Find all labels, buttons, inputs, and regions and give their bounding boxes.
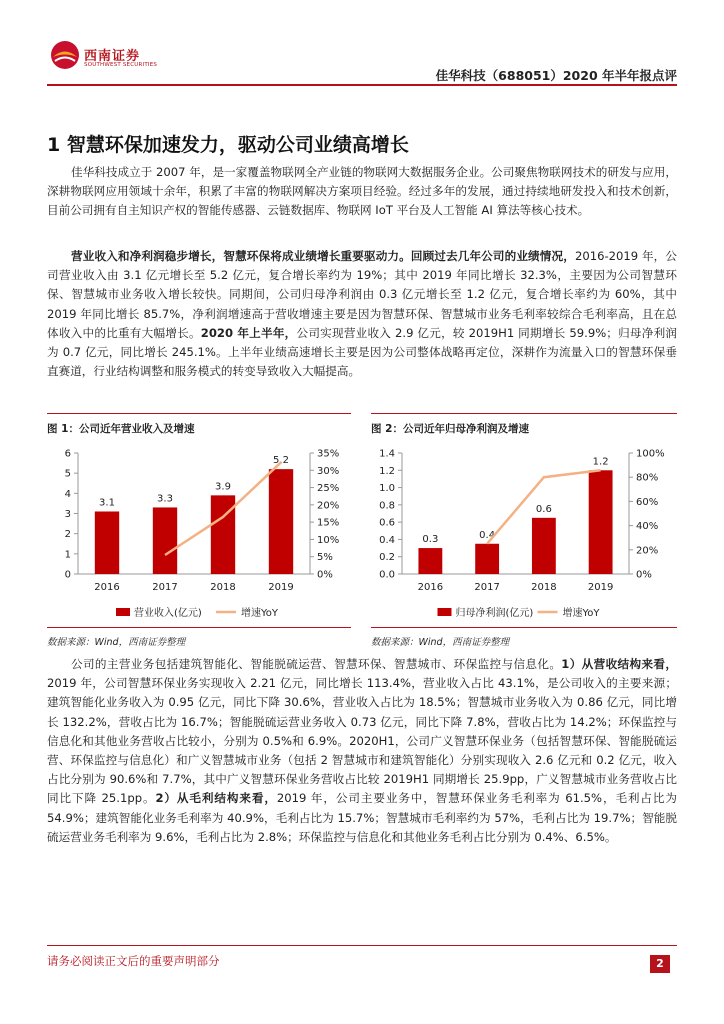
figure-2-title: 图 2：公司近年归母净利润及增速 <box>371 423 529 435</box>
bar-data-label: 0.3 <box>422 534 439 546</box>
logo-text-en: SOUTHWEST SECURITIES <box>84 62 158 68</box>
x-axis-tick-label: 2017 <box>474 582 500 593</box>
bar <box>269 469 293 574</box>
left-axis-tick-label: 0.0 <box>379 569 395 581</box>
bar <box>95 511 119 574</box>
left-axis-tick-label: 0.8 <box>379 500 395 512</box>
paragraph-business-structure <box>47 655 677 847</box>
x-axis-tick-label: 2019 <box>268 582 294 593</box>
x-axis-tick-label: 2018 <box>210 582 236 593</box>
bar-data-label: 0.4 <box>479 529 496 541</box>
paragraph-text: 公司的主营业务包括建筑智能化、智能脱硫运营、智慧环保、智慧城市、环保监控与信息化。 <box>71 657 562 671</box>
bar-data-label: 3.3 <box>157 493 173 505</box>
left-axis-tick-label: 0.2 <box>379 552 395 564</box>
left-axis-tick-label: 5 <box>64 468 71 480</box>
left-axis-tick-label: 1 <box>64 549 71 561</box>
legend-label: 营业收入(亿元) <box>134 608 202 619</box>
right-axis-tick-label: 25% <box>317 483 340 495</box>
right-axis-tick-label: 100% <box>636 448 665 460</box>
left-axis-tick-label: 0.4 <box>379 534 395 546</box>
bar <box>475 544 499 574</box>
bar-data-label: 3.1 <box>99 497 115 509</box>
paragraph-text: 2016-2019 年，公司营业收入由 3.1 亿元增长至 5.2 亿元，复合增长率约为 19%；其中 2019 年同比增长 32.3%，主要因为公司智慧环保、智慧城市业务收入增长较快。同期间，公司归母净利润由 0.3 亿元增长至 1.2 亿元，复合增长率约为 60%，其中 2019 年同比增长 85.7%，净利润增速高于营收增速主要是因为智慧环保、智慧城市业务毛利率较综合毛利率高，且在总体收入中的比重有大幅增长。 <box>47 249 677 340</box>
right-axis-tick-label: 10% <box>317 534 340 546</box>
left-axis-tick-label: 2 <box>64 529 71 541</box>
logo-text: 西南证券 <box>84 49 141 64</box>
figure-1-chart <box>47 413 351 627</box>
figure-1-title: 图 1：公司近年营业收入及增速 <box>47 423 195 435</box>
legend-bar-swatch <box>438 608 452 616</box>
bar <box>589 470 613 574</box>
left-axis-tick-label: 1.2 <box>379 465 395 477</box>
left-axis-tick-label: 3 <box>64 509 71 520</box>
bar-data-label: 0.6 <box>535 503 552 515</box>
footer-divider <box>47 945 677 946</box>
page-number: 2 <box>650 955 670 973</box>
right-axis-tick-label: 35% <box>317 448 340 460</box>
page-header <box>0 0 724 90</box>
right-axis-tick-label: 20% <box>636 545 659 557</box>
left-axis-tick-label: 6 <box>64 448 71 460</box>
right-axis-tick-label: 0% <box>317 569 333 581</box>
left-axis-tick-label: 0.6 <box>379 517 395 529</box>
figure-2-source: 数据来源：Wind，西南证券整理 <box>371 637 510 648</box>
bar-data-label: 3.9 <box>215 481 231 493</box>
right-axis-tick-label: 40% <box>636 521 659 533</box>
figure-1-source: 数据来源：Wind，西南证券整理 <box>47 637 186 648</box>
disclaimer-note: 请务必阅读正文后的重要声明部分 <box>47 954 220 968</box>
legend-label: 增速YoY <box>241 608 279 619</box>
left-axis-tick-label: 0 <box>64 569 71 581</box>
left-axis-tick-label: 4 <box>64 488 71 500</box>
section-title: 1 智慧环保加速发力，驱动公司业绩高增长 <box>47 134 409 156</box>
bar <box>418 548 442 574</box>
company-logo-icon <box>50 40 80 70</box>
paragraph-text: 公司实现营业收入 2.9 亿元，较 2019H1 同期增长 59.9%；归母净利润为 0.7 亿元，同比增长 245.1%。上半年业绩高速增长主要是因为公司整体战略再定位，深耕作为流量入口的智慧环保垂直赛道，行业结构调整和服务模式的转变导致收入大幅提高。 <box>47 325 677 379</box>
bar <box>211 495 235 574</box>
bar-data-label: 1.2 <box>592 456 609 468</box>
paragraph-emphasis: 2）从毛利结构来看， <box>155 791 277 806</box>
report-title: 佳华科技（688051）2020 年半年报点评 <box>435 68 677 83</box>
figure-2-bottom-rule <box>371 627 677 628</box>
x-axis-tick-label: 2016 <box>417 582 444 593</box>
figure-1-bottom-rule <box>47 627 351 628</box>
figure-2-chart <box>371 413 677 627</box>
x-axis-tick-label: 2019 <box>587 582 614 593</box>
bar <box>532 518 556 574</box>
legend-label: 归母净利润(亿元) <box>455 608 534 619</box>
right-axis-tick-label: 15% <box>317 517 340 529</box>
x-axis-tick-label: 2018 <box>531 582 557 593</box>
bar <box>153 507 177 574</box>
right-axis-tick-label: 60% <box>636 496 659 508</box>
paragraph-lead: 营业收入和净利润稳步增长，智慧环保将成业绩增长重要驱动力。回顾过去几年公司的业绩情况， <box>71 249 575 263</box>
right-axis-tick-label: 30% <box>317 465 340 477</box>
right-axis-tick-label: 80% <box>636 472 659 484</box>
legend-label: 增速YoY <box>562 608 600 619</box>
right-axis-tick-label: 20% <box>317 500 340 512</box>
header-divider <box>47 84 677 86</box>
x-axis-tick-label: 2017 <box>152 582 178 593</box>
paragraph-intro: 佳华科技成立于 2007 年，是一家覆盖物联网全产业链的物联网大数据服务企业。公司聚焦物联网技术的研发与应用，深耕物联网应用领域十余年，积累了丰富的物联网解决方案项目经验。经过多年的发展，通过持续地研发投入和技术创新，目前公司拥有自主知识产权的智能传感器、云链数据库、物联网 IoT 平台及人工智能 AI 算法等核心技术。 <box>47 165 677 218</box>
bar-data-label: 5.2 <box>273 455 289 467</box>
paragraph-text: 2019 年，公司智慧环保业务实现收入 2.21 亿元，同比增长 113.4%，营业收入占比 43.1%，是公司收入的主要来源；建筑智能化业务收入为 0.95 亿元，同比下降 30.6%，营业收入占比为 18.5%；智慧城市业务收入为 0.86 亿元，同比增长 132.2%，营收占比为 16.7%；智能脱硫运营业务收入 0.73 亿元，同比下降 7.8%，营收占比为 14.2%；环保监控与信息化和其他业务营收占比较小，分别为 0.5%和 6.9%。2020H1，公司广义智慧环保业务（包括智慧环保、智能脱硫运营、环保监控与信息化）和广义智慧城市业务（包括 2 智慧城市和建筑智能化）分别实现收入 2.6 亿元和 0.2 亿元，收入占比分别为 90.6%和 7.7%，其中广义智慧环保业务营收占比较 2019H1 同期增长 25.9pp，广义智慧城市业务营收占比同比下降 25.1pp。 <box>47 676 677 806</box>
right-axis-tick-label: 5% <box>317 552 333 564</box>
paragraph-emphasis: 1）从营收结构来看， <box>561 657 677 671</box>
paragraph-text: 2019 年，公司主要业务中，智慧环保业务毛利率为 61.5%，毛利占比为 54.9%；建筑智能化业务毛利率为 40.9%，毛利占比为 15.7%；智慧城市毛利率约为 57%，毛利占比为 19.7%；智能脱硫运营业务毛利率为 9.6%，毛利占比为 2.8%；环保监控与信息化和其他业务毛利占比分别为 0.4%、6.5%。 <box>47 791 677 844</box>
x-axis-tick-label: 2016 <box>94 582 120 593</box>
paragraph-performance <box>47 247 677 381</box>
left-axis-tick-label: 1.4 <box>379 448 395 460</box>
legend-bar-swatch <box>116 608 130 616</box>
paragraph-emphasis: 2020 年上半年， <box>200 325 297 340</box>
right-axis-tick-label: 0% <box>636 569 652 581</box>
left-axis-tick-label: 1.0 <box>379 483 395 495</box>
